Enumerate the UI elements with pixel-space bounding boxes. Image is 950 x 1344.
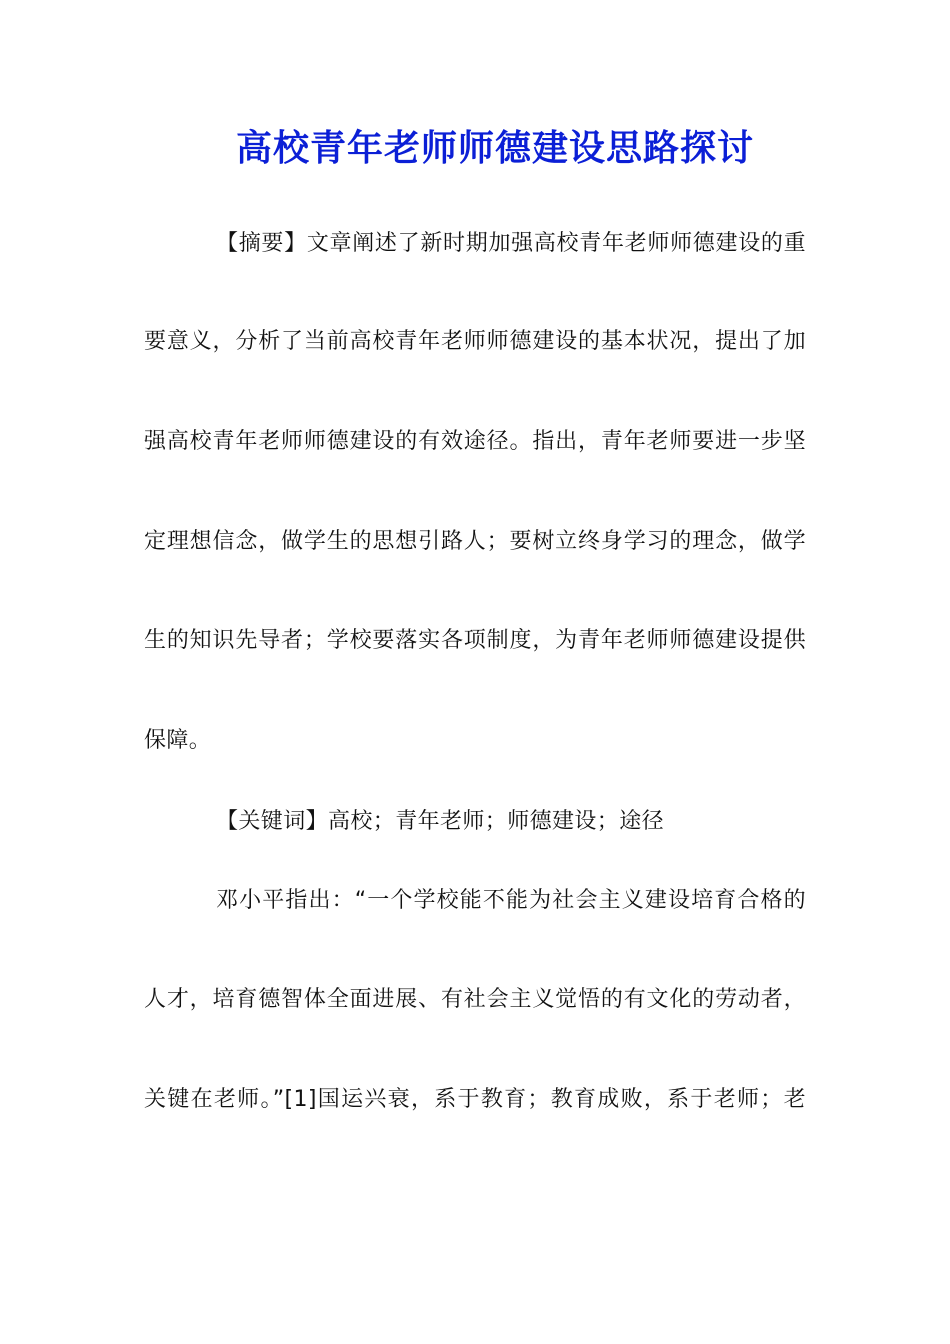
document-title: 高校青年老师师德建设思路探讨 [235,127,754,169]
abstract-line-1: 【摘要】文章阐述了新时期加强高校青年老师师德建设的重 [216,231,806,256]
keywords-line: 【关键词】高校；青年老师；师德建设；途径 [216,809,665,834]
abstract-line-4: 定理想信念，做学生的思想引路人；要树立终身学习的理念，做学 [144,529,806,554]
abstract-line-6: 保障。 [144,728,212,753]
body-line-1: 邓小平指出：“一个学校能不能为社会主义建设培育合格的 [216,888,806,913]
abstract-line-2: 要意义，分析了当前高校青年老师师德建设的基本状况，提出了加 [144,329,806,354]
abstract-line-5: 生的知识先导者；学校要落实各项制度，为青年老师师德建设提供 [144,628,806,653]
abstract-line-3: 强高校青年老师师德建设的有效途径。指出，青年老师要进一步坚 [144,429,806,454]
body-line-3: 关键在老师。”[1]国运兴衰，系于教育；教育成败，系于老师；老 [144,1087,806,1112]
body-line-2: 人才，培育德智体全面进展、有社会主义觉悟的有文化的劳动者， [144,987,806,1012]
